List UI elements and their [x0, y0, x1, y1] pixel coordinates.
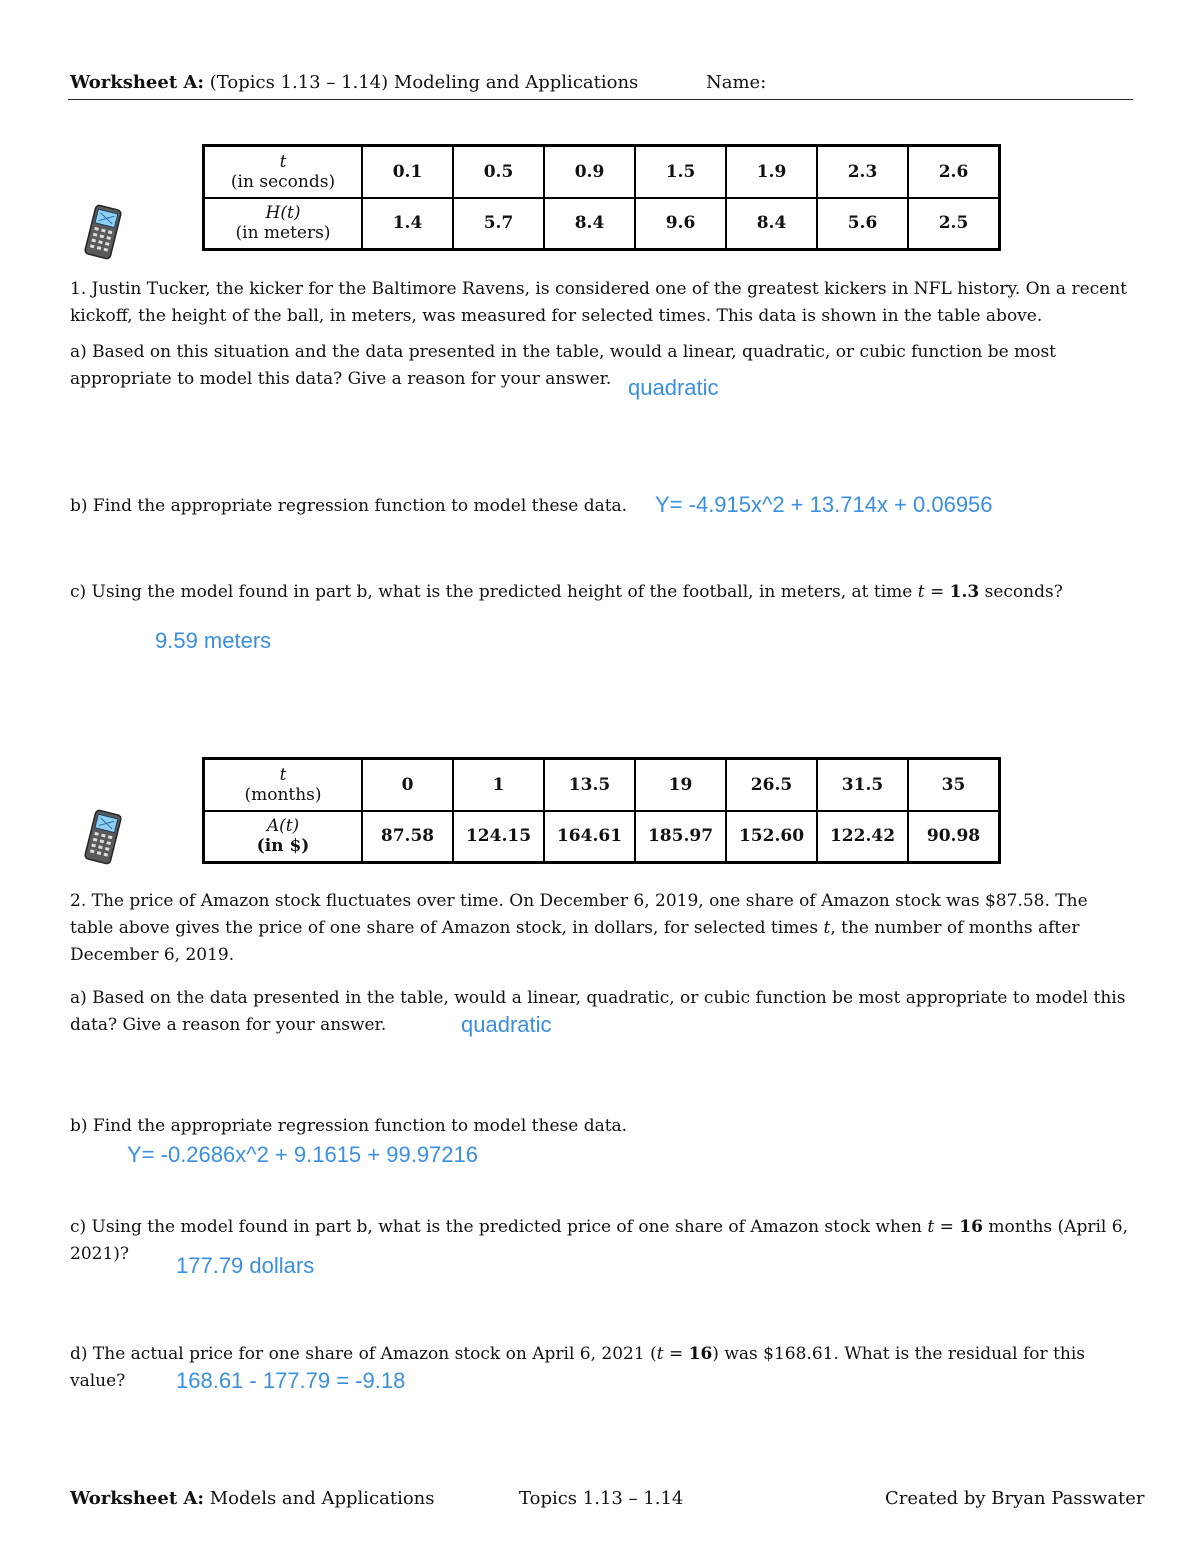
t-cell: 2.6: [908, 146, 1000, 198]
question-2c-answer: 177.79 dollars: [176, 1253, 315, 1278]
t-header-cell: t (in seconds): [204, 146, 363, 198]
t-cell: 19: [635, 759, 726, 811]
calculator-icon: [82, 808, 124, 866]
question-1-intro: 1. Justin Tucker, the kicker for the Baltimore Ravens, is considered one of the greatest kickers in NFL history. On a recent kickoff, the height of the ball, in meters, was measured for selected times. This data is shown in the table above.: [70, 279, 1128, 326]
t-header-cell: t (months): [204, 759, 363, 811]
question-1b-answer: Y= -4.915x^2 + 13.714x + 0.06956: [655, 492, 993, 517]
h-cell: 2.5: [908, 198, 1000, 250]
a-cell: 152.60: [726, 811, 817, 863]
calculator-icon: [82, 203, 124, 261]
table-row: [204, 759, 1000, 811]
question-1c-answer: 9.59 meters: [155, 628, 272, 653]
a-cell: 164.61: [544, 811, 635, 863]
a-cell: 90.98: [908, 811, 1000, 863]
question-1a-answer: quadratic: [628, 375, 719, 400]
header-rule: [68, 99, 1133, 100]
question-2d-answer: 168.61 - 177.79 = -9.18: [176, 1368, 406, 1393]
t-cell: 1: [453, 759, 544, 811]
a-cell: 122.42: [817, 811, 908, 863]
t-cell: 1.9: [726, 146, 817, 198]
height-data-table: [202, 144, 1001, 251]
footer-topics: Topics 1.13 – 1.14: [519, 1488, 684, 1509]
t-cell: 0: [362, 759, 453, 811]
t-cell: 0.1: [362, 146, 453, 198]
name-label: Name:: [706, 72, 767, 93]
t-cell: 2.3: [817, 146, 908, 198]
a-cell: 87.58: [362, 811, 453, 863]
h-header-cell: H(t) (in meters): [204, 198, 363, 250]
worksheet-title-text: (Topics 1.13 – 1.14) Modeling and Applications: [209, 72, 639, 93]
stock-data-table: [202, 757, 1001, 864]
table-row: [204, 198, 1000, 250]
question-2a-answer: quadratic: [461, 1012, 552, 1037]
a-cell: 185.97: [635, 811, 726, 863]
t-cell: 35: [908, 759, 1000, 811]
question-2b: b) Find the appropriate regression function to model these data.: [70, 1116, 628, 1136]
t-cell: 0.5: [453, 146, 544, 198]
question-2d: d) The actual price for one share of Amazon stock on April 6, 2021 (t = 16) was $168.61. What is the residual for this value?: [70, 1344, 1086, 1391]
h-cell: 9.6: [635, 198, 726, 250]
question-2c: c) Using the model found in part b, what is the predicted price of one share of Amazon stock when t = 16 months (April 6, 2021)?: [70, 1217, 1128, 1264]
h-cell: 8.4: [726, 198, 817, 250]
footer-title: Worksheet A: Models and Applications: [70, 1488, 435, 1509]
t-cell: 26.5: [726, 759, 817, 811]
t-cell: 1.5: [635, 146, 726, 198]
a-cell: 124.15: [453, 811, 544, 863]
a-header-cell: A(t) (in $): [204, 811, 363, 863]
h-cell: 8.4: [544, 198, 635, 250]
question-2a: a) Based on the data presented in the table, would a linear, quadratic, or cubic function be most appropriate to model this data? Give a reason for your answer.: [70, 988, 1126, 1035]
worksheet-title: [70, 72, 638, 93]
question-2-intro: 2. The price of Amazon stock fluctuates over time. On December 6, 2019, one share of Amazon stock was $87.58. The table above gives the price of one share of Amazon stock, in dollars, for selected times t, the number of months after December 6, 2019.: [70, 891, 1088, 965]
footer-author: Created by Bryan Passwater: [885, 1488, 1145, 1509]
h-cell: 5.7: [453, 198, 544, 250]
question-1c: c) Using the model found in part b, what is the predicted height of the football, in meters, at time t = 1.3 seconds?: [70, 582, 1063, 602]
table-row: [204, 146, 1000, 198]
question-1b: b) Find the appropriate regression function to model these data.: [70, 496, 628, 516]
question-1a: a) Based on this situation and the data presented in the table, would a linear, quadratic, or cubic function be most appropriate to model this data? Give a reason for your answer.: [70, 342, 1056, 389]
t-cell: 0.9: [544, 146, 635, 198]
table-row: [204, 811, 1000, 863]
h-cell: 5.6: [817, 198, 908, 250]
question-2b-answer: Y= -0.2686x^2 + 9.1615 + 99.97216: [127, 1142, 479, 1167]
t-cell: 31.5: [817, 759, 908, 811]
t-cell: 13.5: [544, 759, 635, 811]
h-cell: 1.4: [362, 198, 453, 250]
worksheet-title-bold: Worksheet A:: [70, 72, 205, 93]
